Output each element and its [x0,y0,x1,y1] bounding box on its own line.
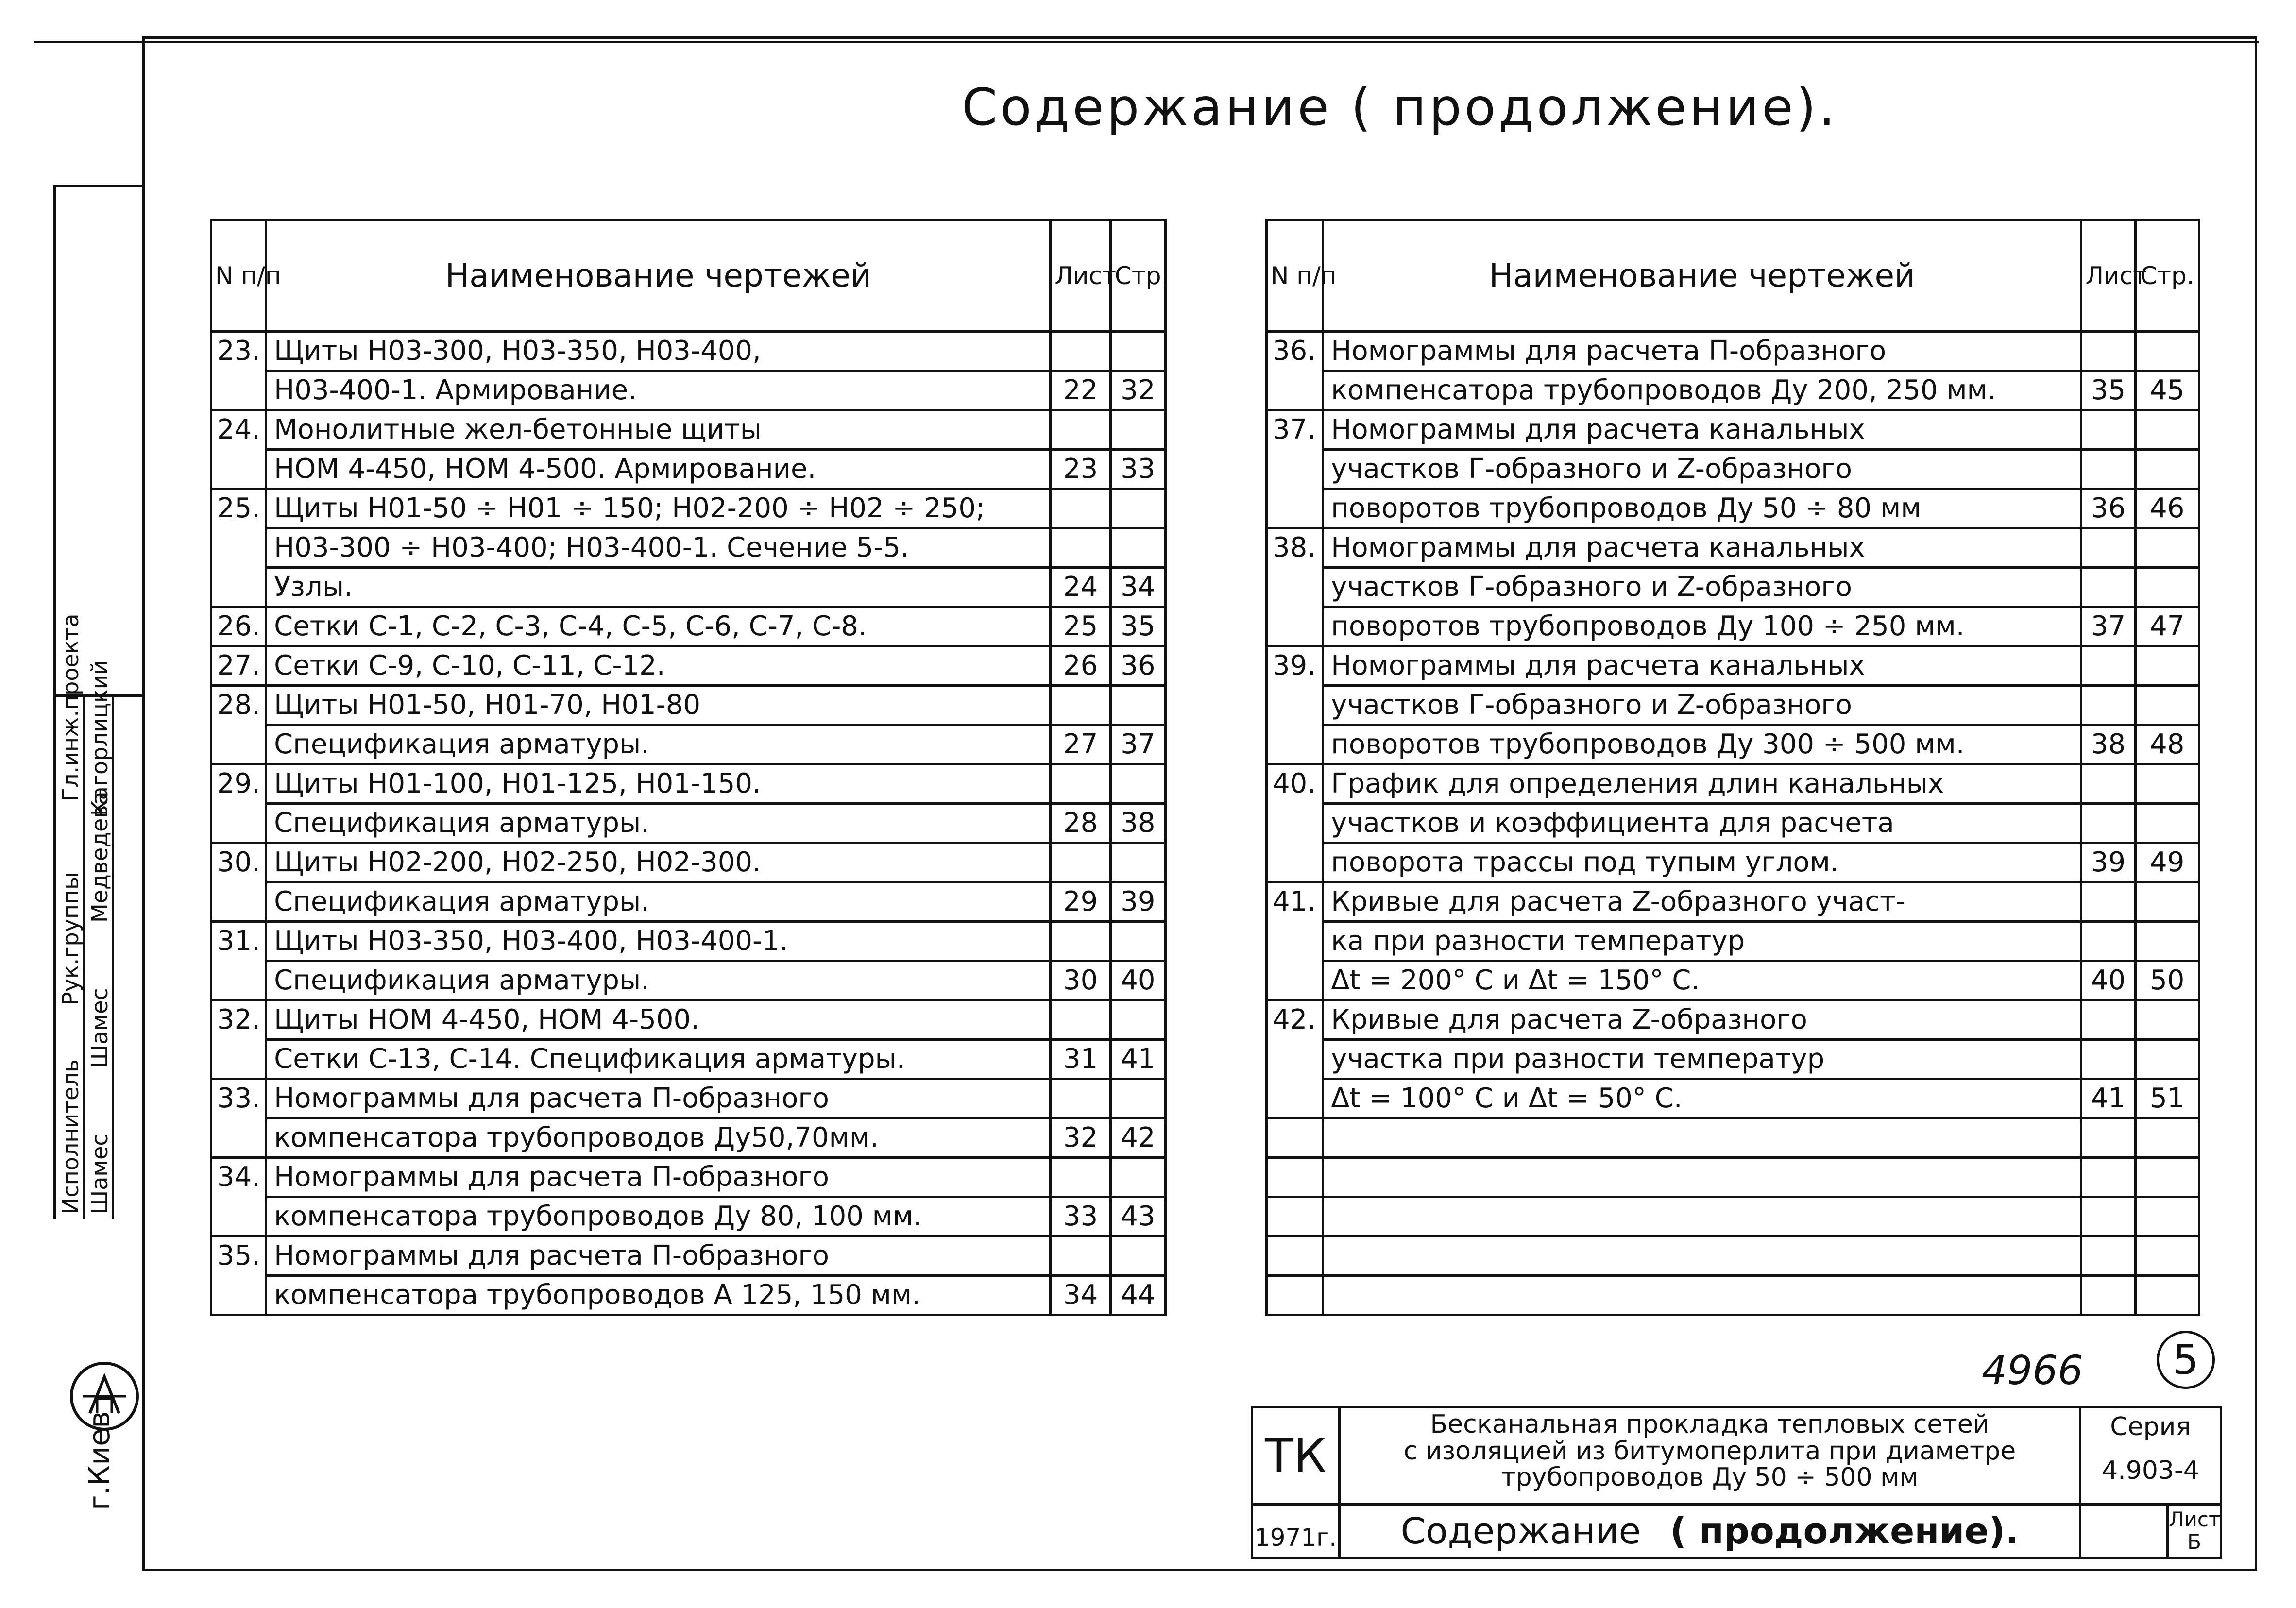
page-number-circle: 5 [2157,1331,2215,1389]
row-page [2135,1000,2199,1040]
row-title: поворота трассы под тупым углом. [1323,843,2081,882]
row-number [1267,961,1323,1000]
row-sheet [1051,410,1110,450]
table-row [211,332,1166,371]
row-title: поворотов трубопроводов Ду 300 ÷ 500 мм. [1323,725,2081,764]
row-title: Сетки С-1, С-2, С-3, С-4, С-5, С-6, С-7, С-8. [266,607,1051,646]
row-page: 47 [2135,607,2199,646]
blank-cell [2081,1506,2169,1557]
table-row [211,410,1166,450]
row-sheet [1051,686,1110,725]
row-number [1267,725,1323,764]
row-sheet: 41 [2081,1079,2135,1118]
row-number [211,371,266,410]
row-page: 44 [1110,1276,1165,1315]
row-sheet [1051,1158,1110,1197]
row-sheet [2081,1158,2135,1197]
row-page [1110,686,1165,725]
sheet-cell [2169,1506,2220,1557]
table-row [1267,607,2199,646]
title-block [1251,1406,2222,1559]
row-title: Щиты НОМ 4-450, НОМ 4-500. [266,1000,1051,1040]
row-number [1267,843,1323,882]
row-number: 42. [1267,1000,1323,1040]
stamp-role: Рук.группы [57,872,84,1005]
row-number: 28. [211,686,266,725]
table-row [211,528,1166,568]
description-line: трубопроводов Ду 50 ÷ 500 мм [1501,1463,1919,1492]
row-page: 34 [1110,568,1165,607]
row-page [2135,450,2199,489]
stamp-name: Шамес [86,1134,113,1214]
contents-table-right [1265,219,2200,1316]
row-sheet [2081,1197,2135,1236]
row-page [2135,646,2199,686]
row-sheet: 28 [1051,804,1110,843]
row-title: Щиты Н03-350, Н03-400, Н03-400-1. [266,922,1051,961]
row-number [1267,1276,1323,1315]
row-title: Узлы. [266,568,1051,607]
table-row [1267,489,2199,528]
row-number: 23. [211,332,266,371]
row-sheet: 40 [2081,961,2135,1000]
table-row [1267,686,2199,725]
stamp-name: Шамес [86,988,113,1068]
row-title: участка при разности температур [1323,1040,2081,1079]
row-page [2135,1236,2199,1276]
row-title: участков и коэффициента для расчета [1323,804,2081,843]
row-number [211,1276,266,1315]
table-row [1267,371,2199,410]
row-number [211,1118,266,1158]
table-row [1267,1118,2199,1158]
row-page: 35 [1110,607,1165,646]
table-row [211,804,1166,843]
row-title: Кривые для расчета Z-образного участ- [1323,882,2081,922]
row-page [1110,1236,1165,1276]
row-page [1110,922,1165,961]
row-title: Кривые для расчета Z-образного [1323,1000,2081,1040]
series-value: 4.903-4 [2102,1456,2199,1485]
row-number [1267,450,1323,489]
row-sheet [2081,1118,2135,1158]
row-page [2135,568,2199,607]
page-title: Содержание ( продолжение). [962,78,1838,137]
row-page: 43 [1110,1197,1165,1236]
row-sheet: 22 [1051,371,1110,410]
row-page [2135,410,2199,450]
contents-table-left [210,219,1167,1316]
row-title: Номограммы для расчета канальных [1323,646,2081,686]
row-title: Щиты Н01-50 ÷ Н01 ÷ 150; Н02-200 ÷ Н02 ÷ 250; [266,489,1051,528]
stamp-role: Гл.инж.проекта [57,613,84,801]
table-row [1267,1276,2199,1315]
table-row [211,725,1166,764]
header-page: Стр. [2135,220,2199,332]
table-row [1267,646,2199,686]
row-title: Спецификация арматуры. [266,961,1051,1000]
row-sheet [1051,332,1110,371]
table-row [1267,410,2199,450]
row-page: 33 [1110,450,1165,489]
row-page [1110,410,1165,450]
description-line: с изоляцией из битумоперлита при диаметре [1403,1436,2016,1466]
row-sheet: 37 [2081,607,2135,646]
row-page [2135,1276,2199,1315]
row-sheet [2081,332,2135,371]
row-title: Монолитные жел-бетонные щиты [266,410,1051,450]
row-number [1267,1118,1323,1158]
table-row [211,1040,1166,1079]
stamp-role: Исполнитель [57,1059,84,1214]
row-title: Δt = 200° С и Δt = 150° С. [1323,961,2081,1000]
row-title: Щиты Н02-200, Н02-250, Н02-300. [266,843,1051,882]
row-sheet: 29 [1051,882,1110,922]
sheet-name [1341,1506,2081,1557]
row-sheet: 26 [1051,646,1110,686]
row-number: 24. [211,410,266,450]
table-row [1267,1236,2199,1276]
row-number: 41. [1267,882,1323,922]
stamp-name: Кагорлицкий [86,660,113,816]
row-title: График для определения длин канальных [1323,764,2081,804]
header-name: Наименование чертежей [1323,220,2081,332]
table-row [211,1236,1166,1276]
row-number [211,568,266,607]
row-page: 41 [1110,1040,1165,1079]
row-page: 46 [2135,489,2199,528]
row-number [1267,1079,1323,1118]
row-number: 36. [1267,332,1323,371]
table-row [1267,1079,2199,1118]
table-row [211,843,1166,882]
row-title: Номограммы для расчета канальных [1323,528,2081,568]
description-line: Бесканальная прокладка тепловых сетей [1430,1410,1990,1439]
project-description [1341,1408,2081,1506]
row-page [1110,1079,1165,1118]
row-number: 25. [211,489,266,528]
table-row [211,1118,1166,1158]
header-page: Стр. [1110,220,1165,332]
row-sheet [2081,764,2135,804]
row-title: ка при разности температур [1323,922,2081,961]
row-page [2135,1040,2199,1079]
row-page: 42 [1110,1118,1165,1158]
row-page: 48 [2135,725,2199,764]
row-page [2135,804,2199,843]
table-row [211,1079,1166,1118]
table-row [1267,568,2199,607]
row-page [1110,1158,1165,1197]
row-number: 27. [211,646,266,686]
row-page: 45 [2135,371,2199,410]
row-number [211,882,266,922]
document-number: 4966 [1982,1348,2083,1394]
row-page: 38 [1110,804,1165,843]
row-title: Сетки С-13, С-14. Спецификация арматуры. [266,1040,1051,1079]
table-row [211,1197,1166,1236]
row-number [1267,371,1323,410]
row-number [211,961,266,1000]
table-row [1267,882,2199,922]
org-code: ТК [1253,1408,1341,1506]
year: 1971г. [1253,1506,1341,1557]
table-row [211,1276,1166,1315]
row-number: 30. [211,843,266,882]
row-number [1267,1197,1323,1236]
row-sheet: 39 [2081,843,2135,882]
row-title: Щиты Н01-50, Н01-70, Н01-80 [266,686,1051,725]
side-approval-stamp [53,185,142,1510]
row-title: Номограммы для расчета П-образного [266,1236,1051,1276]
row-page [1110,528,1165,568]
header-name: Наименование чертежей [266,220,1051,332]
table-row [211,961,1166,1000]
header-num: N п/п [211,220,266,332]
row-title: Н03-400-1. Армирование. [266,371,1051,410]
row-page [2135,1158,2199,1197]
row-page: 40 [1110,961,1165,1000]
row-number: 34. [211,1158,266,1197]
row-title: Щиты Н01-100, Н01-125, Н01-150. [266,764,1051,804]
row-number [1267,686,1323,725]
row-page: 51 [2135,1079,2199,1118]
row-page [1110,489,1165,528]
row-title: Н03-300 ÷ Н03-400; Н03-400-1. Сечение 5-5. [266,528,1051,568]
row-page: 36 [1110,646,1165,686]
table-row [211,371,1166,410]
row-number [1267,804,1323,843]
row-sheet [2081,1236,2135,1276]
contents-left-body [211,332,1166,1315]
header-sheet: Лист [1051,220,1110,332]
row-title: Сетки С-9, С-10, С-11, С-12. [266,646,1051,686]
table-row [1267,528,2199,568]
series-cell [2081,1408,2220,1506]
row-number: 31. [211,922,266,961]
row-page: 49 [2135,843,2199,882]
stamp-name: Медведева [86,791,113,923]
row-page [1110,1000,1165,1040]
row-number: 29. [211,764,266,804]
table-row [211,1000,1166,1040]
table-row [1267,922,2199,961]
row-sheet: 36 [2081,489,2135,528]
row-number [1267,1158,1323,1197]
row-number: 26. [211,607,266,646]
table-row [211,686,1166,725]
table-row [211,1158,1166,1197]
row-sheet [1051,843,1110,882]
row-number: 38. [1267,528,1323,568]
row-page [2135,1118,2199,1158]
row-sheet [1051,1000,1110,1040]
institute-logo-icon [68,1360,141,1433]
row-number [211,725,266,764]
row-title: поворотов трубопроводов Ду 50 ÷ 80 мм [1323,489,2081,528]
row-sheet: 30 [1051,961,1110,1000]
row-sheet [2081,568,2135,607]
row-sheet [1051,1236,1110,1276]
row-sheet [2081,686,2135,725]
row-sheet: 23 [1051,450,1110,489]
contents-right-body [1267,332,2199,1315]
table-row [1267,332,2199,371]
row-sheet [1051,528,1110,568]
row-page [1110,764,1165,804]
row-page [1110,332,1165,371]
row-sheet [1051,1079,1110,1118]
row-sheet: 24 [1051,568,1110,607]
row-sheet [1051,489,1110,528]
table-row [1267,450,2199,489]
row-sheet: 27 [1051,725,1110,764]
sheet-name-main: Содержание [1400,1510,1641,1552]
row-title [1323,1158,2081,1197]
table-row [1267,725,2199,764]
row-page: 32 [1110,371,1165,410]
row-title: Номограммы для расчета канальных [1323,410,2081,450]
row-number [211,450,266,489]
row-number [1267,607,1323,646]
row-title: Номограммы для расчета П-образного [266,1079,1051,1118]
table-row [211,607,1166,646]
table-row [1267,1040,2199,1079]
table-row [1267,804,2199,843]
row-title: компенсатора трубопроводов А 125, 150 мм. [266,1276,1051,1315]
row-sheet: 33 [1051,1197,1110,1236]
row-title: Спецификация арматуры. [266,725,1051,764]
row-sheet [1051,922,1110,961]
row-title [1323,1236,2081,1276]
row-page: 39 [1110,882,1165,922]
row-title: Щиты Н03-300, Н03-350, Н03-400, [266,332,1051,371]
sheet-name-suffix: ( продолжение). [1670,1510,2019,1552]
sheet-label: Лист [2169,1507,2221,1531]
row-sheet [1051,764,1110,804]
row-title: Спецификация арматуры. [266,882,1051,922]
sheet-value: Б [2187,1530,2201,1554]
row-title: компенсатора трубопроводов Ду50,70мм. [266,1118,1051,1158]
table-row [211,450,1166,489]
row-number [211,804,266,843]
row-sheet [2081,804,2135,843]
header-sheet: Лист [2081,220,2135,332]
series-label: Серия [2110,1412,2191,1441]
row-title: Спецификация арматуры. [266,804,1051,843]
row-title: Δt = 100° С и Δt = 50° С. [1323,1079,2081,1118]
row-page [2135,1197,2199,1236]
row-title: поворотов трубопроводов Ду 100 ÷ 250 мм. [1323,607,2081,646]
row-title: Номограммы для расчета П-образного [1323,332,2081,371]
row-sheet [2081,410,2135,450]
table-row [1267,961,2199,1000]
city-label: г.Киев [83,1411,117,1510]
row-number: 40. [1267,764,1323,804]
row-number [211,1197,266,1236]
row-number [1267,1236,1323,1276]
row-page: 50 [2135,961,2199,1000]
row-number [1267,568,1323,607]
table-row [211,764,1166,804]
row-number: 33. [211,1079,266,1118]
row-number: 39. [1267,646,1323,686]
row-title [1323,1118,2081,1158]
table-row [211,922,1166,961]
row-page [1110,843,1165,882]
row-sheet: 34 [1051,1276,1110,1315]
table-row [1267,764,2199,804]
table-row [211,489,1166,528]
row-title: участков Г-образного и Z-образного [1323,686,2081,725]
row-title [1323,1276,2081,1315]
table-row [1267,1158,2199,1197]
row-page [2135,922,2199,961]
row-sheet [2081,1040,2135,1079]
row-page [2135,332,2199,371]
row-sheet [2081,922,2135,961]
table-row [1267,1197,2199,1236]
row-sheet: 38 [2081,725,2135,764]
row-number: 32. [211,1000,266,1040]
row-page [2135,882,2199,922]
row-title: компенсатора трубопроводов Ду 80, 100 мм. [266,1197,1051,1236]
row-sheet [2081,1000,2135,1040]
row-title: компенсатора трубопроводов Ду 200, 250 мм. [1323,371,2081,410]
row-number: 35. [211,1236,266,1276]
row-title: Номограммы для расчета П-образного [266,1158,1051,1197]
row-sheet: 32 [1051,1118,1110,1158]
row-number [211,1040,266,1079]
row-page: 37 [1110,725,1165,764]
row-number [1267,1040,1323,1079]
row-sheet [2081,528,2135,568]
row-sheet: 31 [1051,1040,1110,1079]
row-sheet [2081,882,2135,922]
row-number [1267,489,1323,528]
table-row [211,646,1166,686]
table-row [1267,843,2199,882]
row-number [211,528,266,568]
table-row [1267,1000,2199,1040]
row-page [2135,686,2199,725]
row-title: участков Г-образного и Z-образного [1323,450,2081,489]
row-sheet: 25 [1051,607,1110,646]
row-title: НОМ 4-450, НОМ 4-500. Армирование. [266,450,1051,489]
row-sheet [2081,646,2135,686]
table-row [211,568,1166,607]
row-title [1323,1197,2081,1236]
row-sheet [2081,1276,2135,1315]
row-sheet [2081,450,2135,489]
row-sheet: 35 [2081,371,2135,410]
table-row [211,882,1166,922]
header-num: N п/п [1267,220,1323,332]
row-page [2135,528,2199,568]
row-title: участков Г-образного и Z-образного [1323,568,2081,607]
row-number [1267,922,1323,961]
row-page [2135,764,2199,804]
row-number: 37. [1267,410,1323,450]
